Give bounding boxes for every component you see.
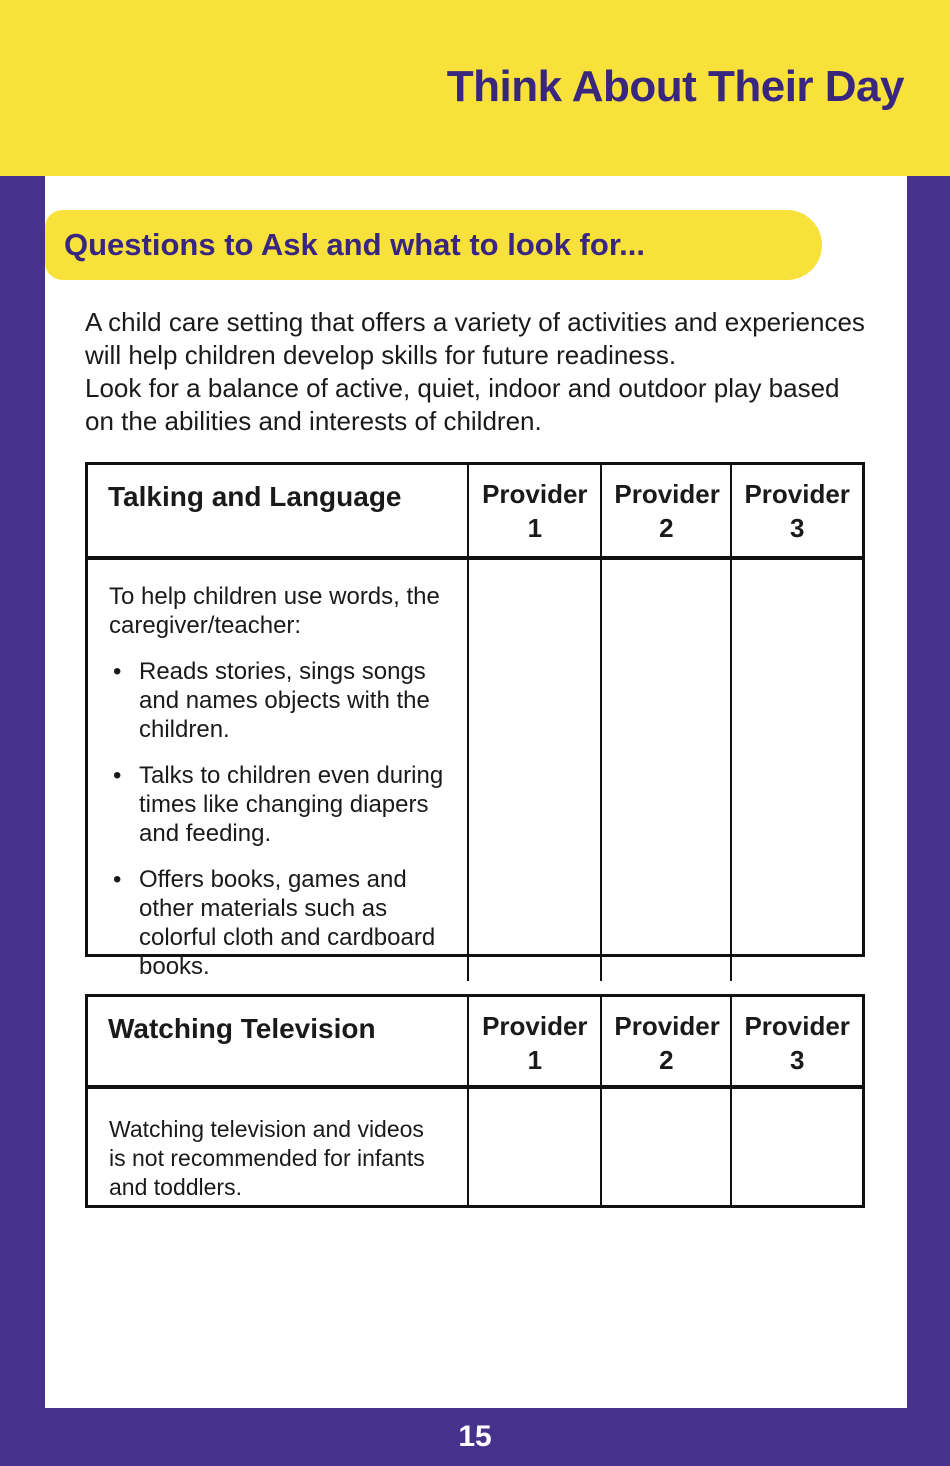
intro-paragraph [85,306,885,438]
table-description-cell [88,560,467,981]
provider-3-answer-cell [730,560,862,981]
provider-2-answer-cell [600,560,730,981]
table-description-cell [88,1089,467,1205]
section-heading-pill [45,210,822,280]
provider-3-header: Provider 3 [730,997,862,1089]
provider-2-header: Provider 2 [600,465,730,560]
page-title: Think About Their Day [446,62,904,111]
bullet-item [109,657,445,744]
provider-3-header: Provider 3 [730,465,862,560]
bullet-item [109,761,445,848]
provider-1-answer-cell [467,560,600,981]
provider-1-answer-cell [467,1089,600,1205]
bullet-glyph: • [113,658,122,685]
provider-1-header: Provider 1 [467,997,600,1089]
cell-intro-text: To help children use words, the caregiver/teacher: [109,583,440,639]
bullet-text: Reads stories, sings songs and names objects with the children. [139,658,430,743]
bullet-list [109,657,445,981]
table-topic-header: Watching Television [88,997,467,1089]
provider-2-answer-cell [600,1089,730,1205]
cell-intro-text: Watching television and videos is not recommended for infants and toddlers. [109,1116,425,1200]
section-heading: Questions to Ask and what to look for... [64,227,646,262]
intro-line: Look for a balance of active, quiet, indoor and outdoor play based [85,373,840,403]
bullet-text: Talks to children even during times like changing diapers and feeding. [139,762,444,847]
provider-3-answer-cell [730,1089,862,1205]
watching-television-table [85,994,865,1208]
intro-line: will help children develop skills for future readiness. [85,340,677,370]
bullet-item [109,865,445,981]
bullet-text: Offers books, games and other materials such as colorful cloth and cardboard books. [139,866,436,980]
provider-1-header: Provider 1 [467,465,600,560]
provider-2-header: Provider 2 [600,997,730,1089]
bullet-glyph: • [113,866,122,893]
page-number: 15 [458,1420,492,1453]
bullet-glyph: • [113,762,122,789]
table-topic-header: Talking and Language [88,465,467,560]
intro-line: A child care setting that offers a variety of activities and experiences [85,307,865,337]
intro-line: on the abilities and interests of children. [85,406,542,436]
talking-and-language-table [85,462,865,980]
header-band [0,0,950,176]
